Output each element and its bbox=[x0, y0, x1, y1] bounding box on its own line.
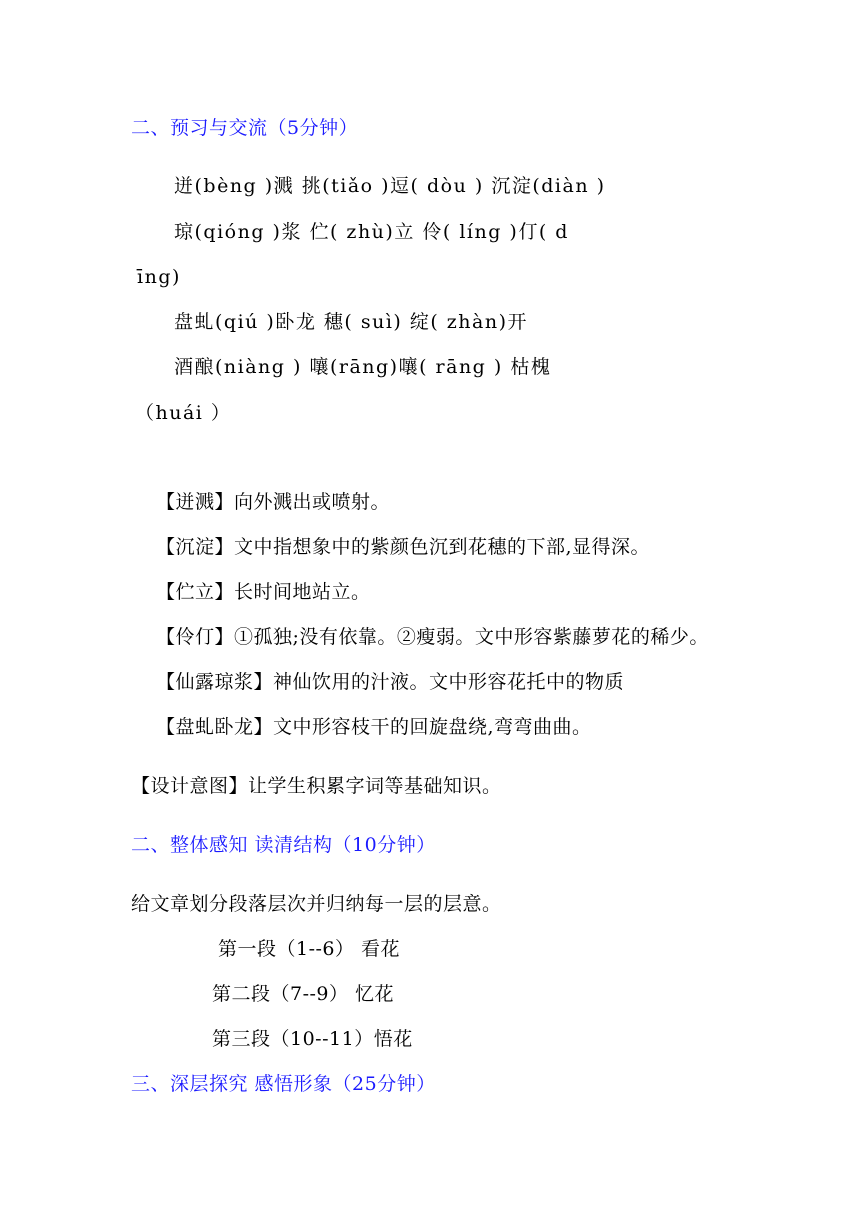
definition-item: 【沉淀】文中指想象中的紫颜色沉到花穗的下部,显得深。 bbox=[156, 536, 651, 558]
design-intent: 【设计意图】让学生积累字词等基础知识。 bbox=[131, 775, 502, 797]
pinyin-line-2: 琼(qióng )浆 伫( zhù)立 伶( líng )仃( d bbox=[174, 221, 569, 243]
pinyin-line-4: 酒酿(niàng ) 嚷(rāng)嚷( rāng ) 枯槐 bbox=[174, 356, 552, 378]
definition-item: 【盘虬卧龙】文中形容枝干的回旋盘绕,弯弯曲曲。 bbox=[156, 716, 592, 738]
structure-part: 第二段（7--9） 忆花 bbox=[212, 983, 395, 1005]
overview-instruction: 给文章划分段落层次并归纳每一层的层意。 bbox=[131, 893, 502, 915]
pinyin-line-2-wrap: īng) bbox=[137, 266, 181, 288]
definition-item: 【伶仃】①孤独;没有依靠。②瘦弱。文中形容紫藤萝花的稀少。 bbox=[156, 626, 709, 648]
definition-item: 【迸溅】向外溅出或喷射。 bbox=[156, 491, 391, 513]
definition-item: 【仙露琼浆】神仙饮用的汁液。文中形容花托中的物质 bbox=[156, 671, 625, 693]
section-heading-overview: 二、整体感知 读清结构（10分钟） bbox=[131, 834, 436, 856]
structure-part: 第三段（10--11）悟花 bbox=[212, 1028, 413, 1050]
section-heading-deep: 三、深层探究 感悟形象（25分钟） bbox=[131, 1073, 436, 1095]
structure-part: 第一段（1--6） 看花 bbox=[218, 938, 401, 960]
pinyin-line-4-wrap: （huái ） bbox=[135, 402, 232, 424]
pinyin-line-1: 迸(bèng )溅 挑(tiǎo )逗( dòu ) 沉淀(diàn ) bbox=[174, 175, 606, 197]
definition-item: 【伫立】长时间地站立。 bbox=[156, 581, 371, 603]
section-heading-preview: 二、预习与交流（5分钟） bbox=[131, 117, 359, 139]
pinyin-line-3: 盘虬(qiú )卧龙 穗( suì) 绽( zhàn)开 bbox=[174, 311, 529, 333]
